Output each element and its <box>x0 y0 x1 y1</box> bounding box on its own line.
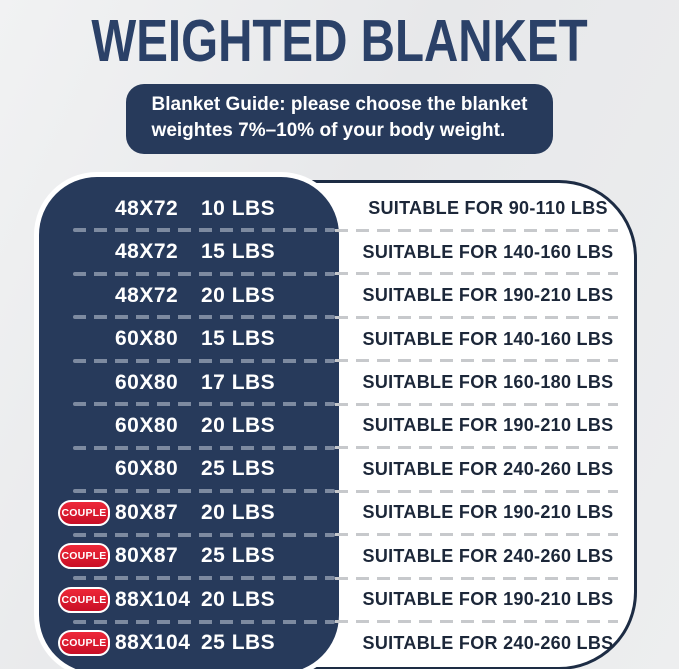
blanket-size: 60X80 <box>115 327 179 351</box>
blanket-weight: 15 LBS <box>201 240 276 264</box>
badge-slot <box>58 283 115 309</box>
banner-line-2: weightes 7%–10% of your body weight. <box>151 120 506 141</box>
size-weight-cell <box>45 630 342 656</box>
suitable-range: SUITABLE FOR 140-160 LBS <box>362 328 614 349</box>
table-row <box>45 578 634 621</box>
suitable-range: SUITABLE FOR 190-210 LBS <box>362 285 614 306</box>
blanket-size: 60X80 <box>115 370 179 394</box>
table-row <box>45 491 634 534</box>
blanket-size: 60X80 <box>115 413 179 437</box>
size-weight-cell <box>45 500 342 526</box>
couple-badge: COUPLE <box>58 543 110 569</box>
blanket-size: 48X72 <box>115 240 179 264</box>
badge-slot <box>58 500 115 526</box>
badge-slot <box>58 630 115 656</box>
blanket-weight: 25 LBS <box>201 631 276 655</box>
table-row <box>45 187 634 230</box>
blanket-weight: 10 LBS <box>201 196 276 220</box>
badge-slot <box>58 326 115 352</box>
suitable-range: SUITABLE FOR 90-110 LBS <box>368 198 608 219</box>
badge-slot <box>58 413 115 439</box>
table-row <box>45 230 634 273</box>
blanket-size: 88X104 <box>115 631 191 655</box>
size-weight-cell <box>45 196 342 222</box>
size-weight-cell <box>45 413 342 439</box>
size-weight-cell <box>45 456 342 482</box>
suitable-range: SUITABLE FOR 240-260 LBS <box>362 458 614 479</box>
suitable-range: SUITABLE FOR 160-180 LBS <box>362 372 614 393</box>
table-row <box>45 404 634 447</box>
couple-badge: COUPLE <box>58 500 110 526</box>
suitable-range: SUITABLE FOR 240-260 LBS <box>362 545 614 566</box>
blanket-weight: 20 LBS <box>201 413 276 437</box>
table-row <box>45 535 634 578</box>
blanket-weight: 15 LBS <box>201 327 276 351</box>
badge-slot <box>58 456 115 482</box>
badge-slot <box>58 239 115 265</box>
table-row <box>45 622 634 665</box>
blanket-weight: 25 LBS <box>201 544 276 568</box>
table-row <box>45 274 634 317</box>
size-weight-cell <box>45 587 342 613</box>
banner-line-1: Blanket Guide: please choose the blanket <box>151 94 528 115</box>
blanket-weight: 17 LBS <box>201 370 276 394</box>
suitable-range: SUITABLE FOR 140-160 LBS <box>362 241 614 262</box>
blanket-size: 80X87 <box>115 544 179 568</box>
blanket-weight: 20 LBS <box>201 283 276 307</box>
blanket-guide-banner <box>126 84 554 154</box>
blanket-size: 60X80 <box>115 457 179 481</box>
size-weight-cell <box>45 543 342 569</box>
badge-slot <box>58 370 115 396</box>
table-rows <box>45 183 634 667</box>
blanket-weight: 20 LBS <box>201 587 276 611</box>
blanket-size: 48X72 <box>115 283 179 307</box>
table-row <box>45 448 634 491</box>
weight-guide-table <box>42 180 637 669</box>
suitable-range: SUITABLE FOR 240-260 LBS <box>362 632 614 653</box>
size-weight-cell <box>45 370 342 396</box>
blanket-size: 48X72 <box>115 196 179 220</box>
suitable-range: SUITABLE FOR 190-210 LBS <box>362 502 614 523</box>
size-weight-cell <box>45 283 342 309</box>
page-title: WEIGHTED BLANKET <box>91 7 588 74</box>
blanket-weight: 20 LBS <box>201 500 276 524</box>
size-weight-cell <box>45 326 342 352</box>
couple-badge: COUPLE <box>58 587 110 613</box>
suitable-range: SUITABLE FOR 190-210 LBS <box>362 589 614 610</box>
table-row <box>45 361 634 404</box>
blanket-size: 88X104 <box>115 587 191 611</box>
couple-badge: COUPLE <box>58 630 110 656</box>
badge-slot <box>58 196 115 222</box>
size-weight-cell <box>45 239 342 265</box>
blanket-size: 80X87 <box>115 500 179 524</box>
badge-slot <box>58 543 115 569</box>
badge-slot <box>58 587 115 613</box>
suitable-range: SUITABLE FOR 190-210 LBS <box>362 415 614 436</box>
table-row <box>45 317 634 360</box>
blanket-weight: 25 LBS <box>201 457 276 481</box>
